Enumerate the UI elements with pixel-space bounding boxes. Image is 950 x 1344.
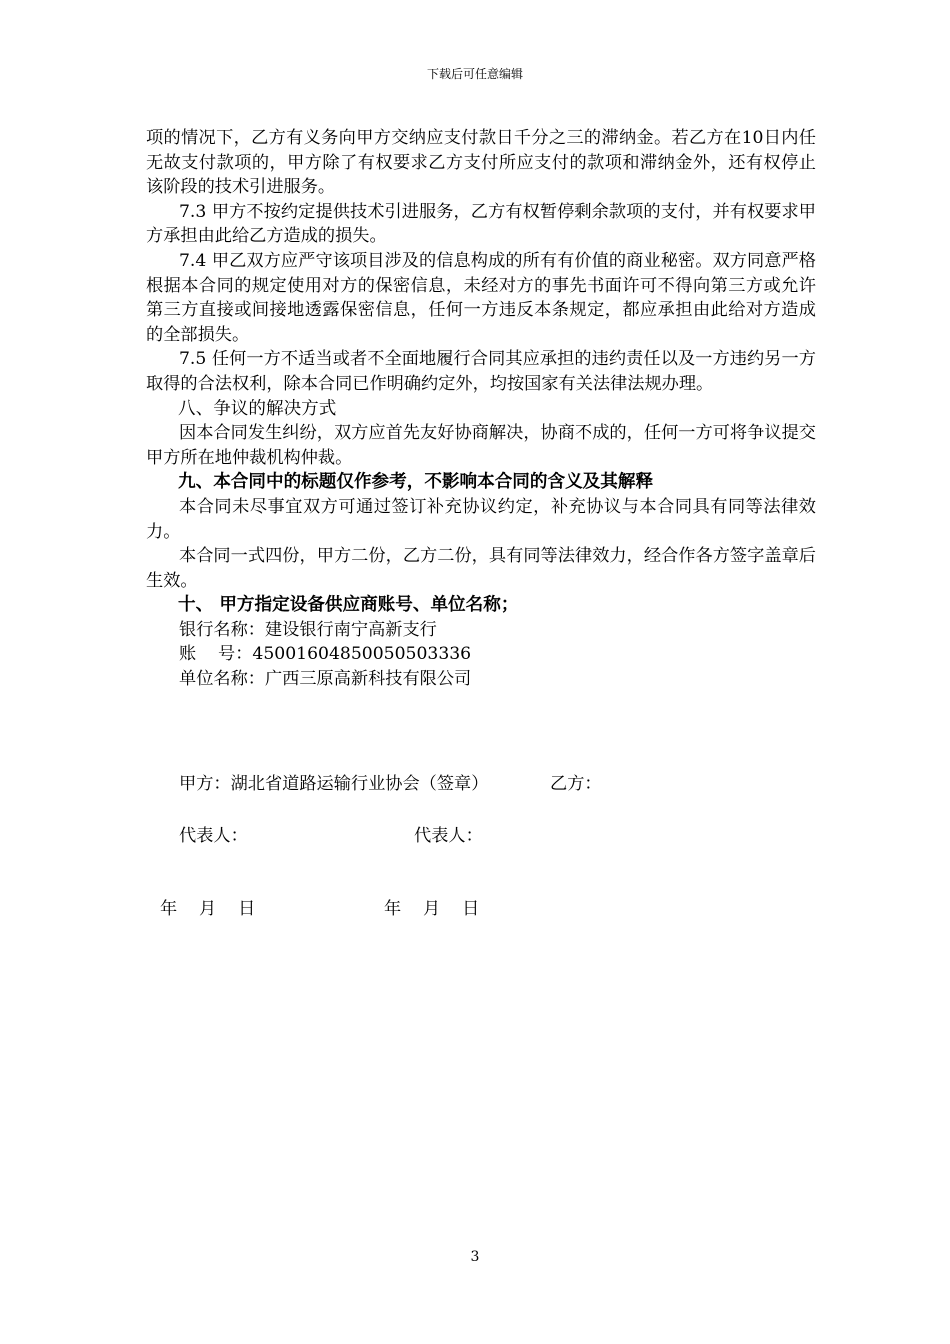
paragraph-7-2-continued: 项的情况下，乙方有义务向甲方交纳应支付款日千分之三的滞纳金。若乙方在10日内任无故支付款项的，甲方除了有权要求乙方支付所应支付的款项和滞纳金外，还有权停止该阶段的技术引进服务。 [146,128,816,198]
section-10-heading: 十、 甲方指定设备供应商账号、单位名称； [178,595,519,616]
page-number: 3 [470,1249,480,1265]
account-number-line: 账 号：45001604850050503336 [179,644,472,665]
paragraph-7-4: 7.4 甲乙双方应严守该项目涉及的信息构成的所有有价值的商业秘密。双方同意严格根据本合同的规定使用对方的保密信息，未经对方的事先书面许可不得向第三方或允许第三方直接或间接地透露保密信息，任何一方违反本条规定，都应承担由此给对方造成的全部损失。 [146,250,816,345]
date-b-line: 年 月 日 [384,899,480,919]
contract-body [146,126,816,692]
bank-name-line: 银行名称：建设银行南宁高新支行 [179,619,437,640]
section-9-heading: 九、本合同中的标题仅作参考，不影响本合同的含义及其解释 [178,472,654,493]
section-8-heading: 八、争议的解决方式 [178,398,337,419]
paragraph-dispute: 因本合同发生纠纷，双方应首先友好协商解决，协商不成的，任何一方可将争议提交甲方所在地仲裁机构仲裁。 [146,423,816,468]
party-a-label: 甲方：湖北省道路运输行业协会（签章） [179,774,489,794]
company-name-line: 单位名称：广西三原高新科技有限公司 [179,669,472,690]
representative-a-label: 代表人： [179,826,248,846]
date-a-line: 年 月 日 [160,899,256,919]
paragraph-7-5: 7.5 任何一方不适当或者不全面地履行合同其应承担的违约责任以及一方违约另一方取得的合法权利，除本合同已作明确约定外，均按国家有关法律法规办理。 [146,349,816,394]
party-b-label: 乙方： [550,774,602,794]
page-header: 下载后可任意编辑 [426,67,523,81]
representative-b-label: 代表人： [414,826,483,846]
paragraph-7-3: 7.3 甲方不按约定提供技术引进服务，乙方有权暂停剩余款项的支付，并有权要求甲方承担由此给乙方造成的损失。 [146,201,816,247]
paragraph-copies: 本合同一式四份，甲方二份，乙方二份，具有同等法律效力，经合作各方签字盖章后生效。 [146,546,816,591]
paragraph-supplement: 本合同未尽事宜双方可通过签订补充协议约定，补充协议与本合同具有同等法律效力。 [146,496,816,542]
